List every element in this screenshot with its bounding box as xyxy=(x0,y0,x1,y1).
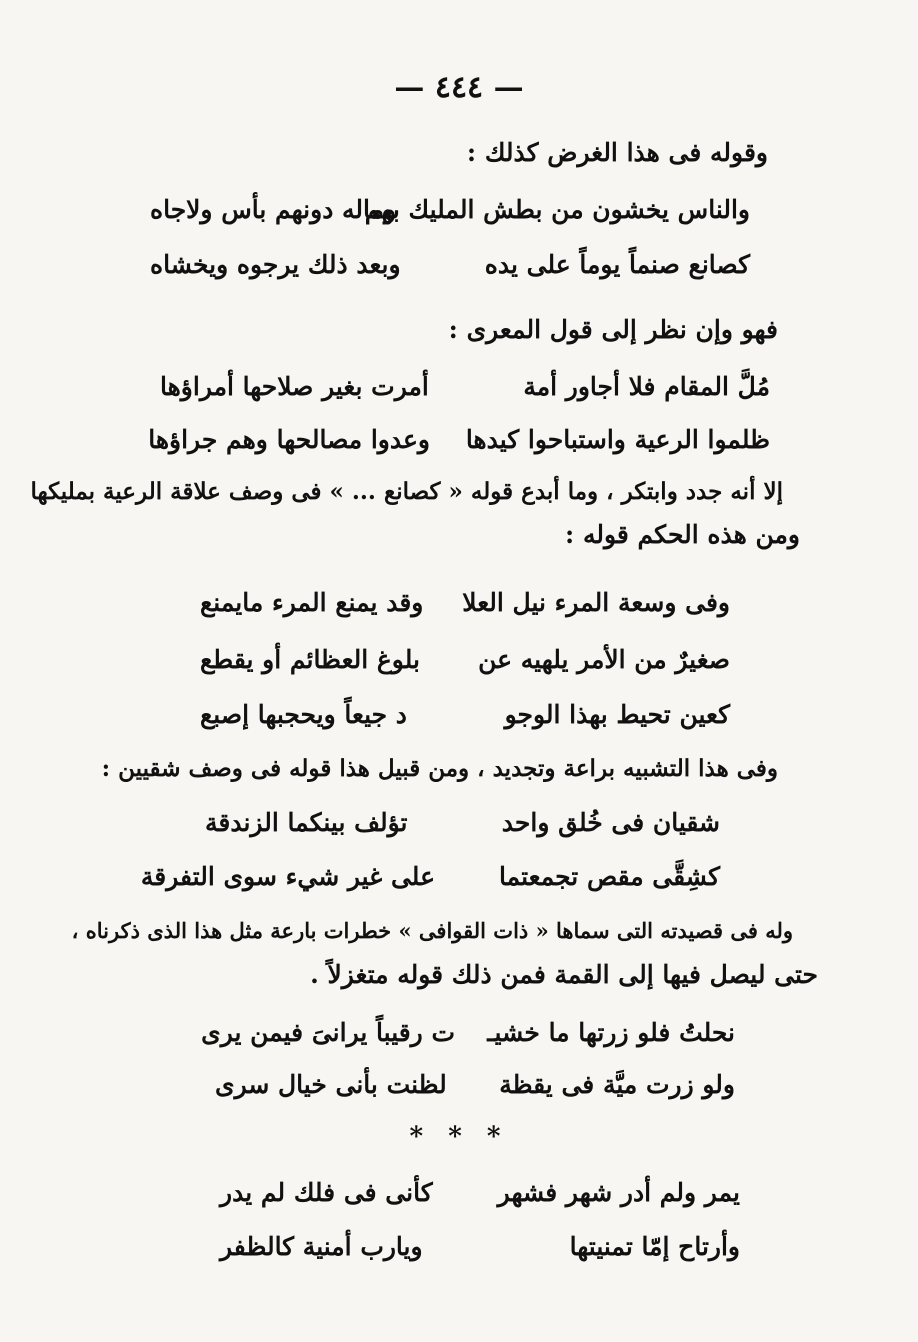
verse-line xyxy=(200,588,730,628)
verse-line xyxy=(200,645,730,685)
hemistich-left: د جيعاً ويحجبها إصبع xyxy=(200,700,407,729)
prose-line: إلا أنه جدد وابتكر ، وما أبدع قوله « كصانع ... » فى وصف علاقة الرعية بمليكها xyxy=(30,478,783,505)
hemistich-left: وبعد ذلك يرجوه ويخشاه xyxy=(150,250,401,279)
hemistich-left: ويارب أمنية كالظفر xyxy=(220,1232,423,1261)
hemistich-left: بلوغ العظائم أو يقطع xyxy=(200,645,420,674)
hemistich-left: على غير شيء سوى التفرقة xyxy=(140,862,435,891)
prose-line: وفى هذا التشبيه براعة وتجديد ، ومن قبيل هذا قوله فى وصف شقيين : xyxy=(101,755,778,782)
page-number: — ٤٤٤ — xyxy=(394,70,524,105)
hemistich-right: كعين تحيط بهذا الوجو xyxy=(504,700,730,729)
hemistich-left: كأنى فى فلك لم يدر xyxy=(220,1178,433,1207)
verse-line xyxy=(160,372,770,412)
verse-line xyxy=(150,195,750,235)
verse-line xyxy=(140,862,720,902)
hemistich-left: وقد يمنع المرء مايمنع xyxy=(200,588,424,617)
hemistich-right: شقيان فى خُلق واحد xyxy=(501,808,720,837)
verse-line xyxy=(200,700,730,740)
hemistich-left: وماله دونهم بأس ولاجاه xyxy=(150,195,397,224)
intro-line-1: وقوله فى هذا الغرض كذلك : xyxy=(466,138,768,167)
hemistich-right: ولو زرت ميَّة فى يقظة xyxy=(499,1070,735,1099)
hemistich-left: أمرت بغير صلاحها أمراؤها xyxy=(160,372,429,401)
hemistich-right: ظلموا الرعية واستباحوا كيدها xyxy=(465,425,770,454)
verse-line xyxy=(148,425,770,465)
verse-line xyxy=(215,1070,735,1110)
section-separator: * * * xyxy=(409,1122,509,1152)
hemistich-right: كشِقَّى مقص تجمعتما xyxy=(499,862,720,891)
verse-line xyxy=(150,250,750,290)
hemistich-right: وأرتاح إمّا تمنيتها xyxy=(569,1232,740,1261)
hemistich-left: لظنت بأنى خيال سرى xyxy=(215,1070,447,1099)
verse-line xyxy=(220,1232,740,1272)
verse-line xyxy=(205,808,720,848)
hemistich-left: ت رقيباً يرانىَ فيمن يرى xyxy=(201,1018,455,1047)
hemistich-right: يمر ولم أدر شهر فشهر xyxy=(497,1178,740,1207)
hemistich-right: كصانع صنماً يوماً على يده xyxy=(484,250,750,279)
prose-line: ومن هذه الحكم قوله : xyxy=(565,520,800,549)
intro-line-2: فهو وإن نظر إلى قول المعرى : xyxy=(448,315,778,344)
prose-line: وله فى قصيدته التى سماها « ذات القوافى » خطرات بارعة مثل هذا الذى ذكرناه ، xyxy=(71,918,793,943)
hemistich-right: مُلَّ المقام فلا أجاور أمة xyxy=(523,372,770,401)
prose-line: حتى ليصل فيها إلى القمة فمن ذلك قوله متغزلاً . xyxy=(310,960,818,989)
hemistich-right: نحلتُ فلو زرتها ما خشيـ xyxy=(487,1018,735,1047)
hemistich-right: صغيرٌ من الأمر يلهيه عن xyxy=(478,645,730,674)
verse-line xyxy=(201,1018,735,1058)
hemistich-left: وعدوا مصالحها وهم جراؤها xyxy=(148,425,430,454)
hemistich-right: والناس يخشون من بطش المليك بهم xyxy=(364,195,750,224)
hemistich-right: وفى وسعة المرء نيل العلا xyxy=(462,588,730,617)
verse-line xyxy=(220,1178,740,1218)
hemistich-left: تؤلف بينكما الزندقة xyxy=(205,808,408,837)
